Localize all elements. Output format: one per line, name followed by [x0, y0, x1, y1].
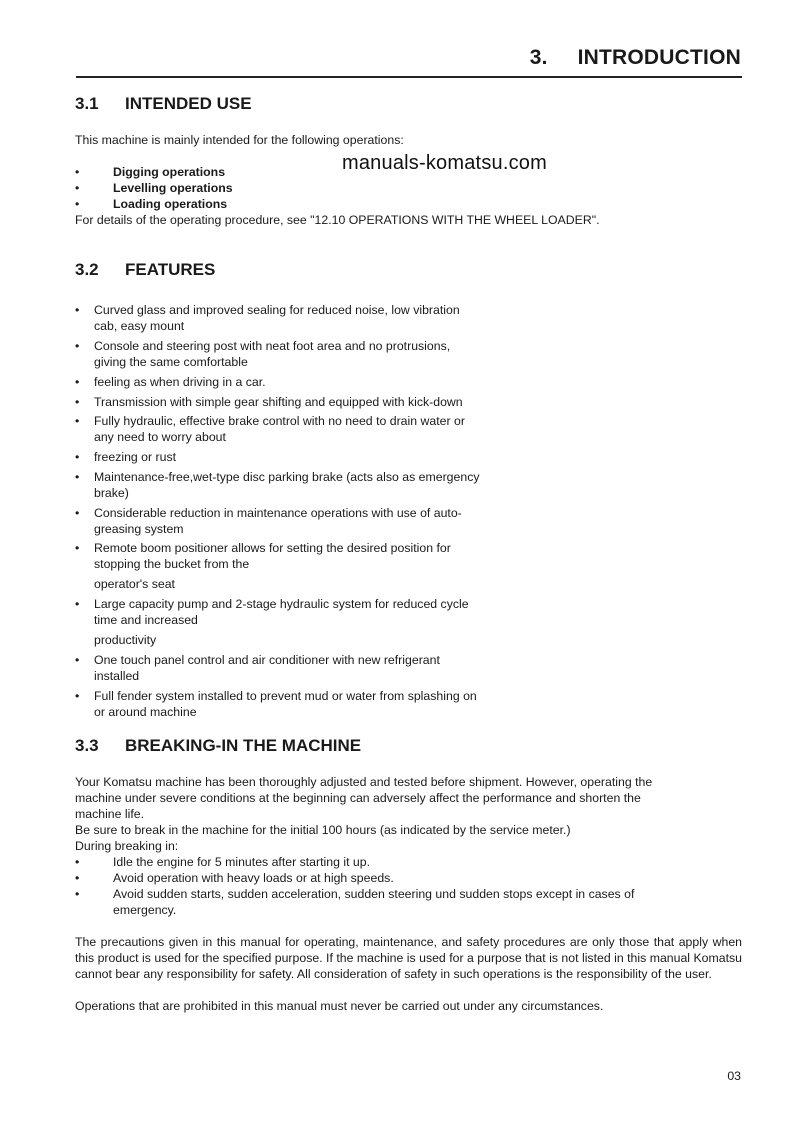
breaking-in-paragraph: [75, 774, 652, 854]
list-item-text: Idle the engine for 5 minutes after starting it up.: [113, 855, 371, 869]
page-number: 03: [727, 1069, 741, 1083]
feature-text: Maintenance-free,wet-type disc parking brake (acts also as emergency: [94, 470, 480, 484]
feature-text: Console and steering post with neat foot area and no protrusions,: [94, 339, 451, 353]
feature-text: Fully hydraulic, effective brake control with no need to drain water or: [94, 414, 465, 428]
bullet-icon: •: [75, 597, 80, 611]
feature-text: Full fender system installed to prevent mud or water from splashing on: [94, 689, 477, 703]
feature-continuation: productivity: [94, 633, 157, 647]
feature-text: any need to worry about: [94, 430, 226, 444]
paragraph-line: Be sure to break in the machine for the initial 100 hours (as indicated by the service meter.): [75, 823, 571, 837]
section-number: 3.3: [75, 736, 99, 755]
bullet-icon: •: [75, 414, 80, 428]
section-number: 3.2: [75, 260, 99, 279]
feature-item: [75, 302, 535, 334]
feature-text: freezing or rust: [94, 450, 177, 464]
feature-text: cab, easy mount: [94, 319, 185, 333]
section-heading-breaking-in: [75, 736, 361, 756]
list-item: [75, 180, 233, 196]
feature-text: Remote boom positioner allows for setting the desired position for: [94, 541, 451, 555]
list-item-text: Avoid sudden starts, sudden acceleration, sudden steering und sudden stops except in cases of: [113, 887, 635, 901]
bullet-icon: •: [75, 450, 80, 464]
feature-text: One touch panel control and air conditioner with new refrigerant: [94, 653, 440, 667]
list-item-text: Digging operations: [113, 165, 226, 179]
feature-text: brake): [94, 486, 129, 500]
feature-text: installed: [94, 669, 140, 683]
section-heading-intended-use: [75, 94, 252, 114]
list-item: [75, 886, 634, 918]
chapter-title-text: INTRODUCTION: [577, 46, 741, 69]
list-item-text: Loading operations: [113, 197, 228, 211]
bullet-icon: •: [75, 689, 80, 703]
bullet-icon: •: [75, 181, 80, 195]
feature-text: giving the same comfortable: [94, 355, 248, 369]
bullet-icon: •: [75, 470, 80, 484]
list-item-text: Levelling operations: [113, 181, 233, 195]
paragraph-line: Your Komatsu machine has been thoroughly adjusted and tested before shipment. However, operating the: [75, 775, 653, 789]
list-item: [75, 870, 394, 886]
feature-text: stopping the bucket from the: [94, 557, 250, 571]
list-item: [75, 854, 370, 870]
section-title: BREAKING-IN THE MACHINE: [125, 736, 362, 755]
bullet-icon: •: [75, 395, 80, 409]
chapter-number: 3.: [529, 46, 548, 69]
feature-item: [75, 688, 535, 720]
list-item: [75, 196, 227, 212]
bullet-icon: •: [75, 871, 80, 885]
feature-item: [75, 652, 535, 684]
watermark: manuals-komatsu.com: [342, 152, 547, 174]
bullet-icon: •: [75, 541, 80, 555]
list-item: [75, 164, 225, 180]
feature-text: greasing system: [94, 522, 184, 536]
feature-continuation: operator's seat: [94, 577, 175, 591]
section-title: FEATURES: [125, 260, 216, 279]
feature-item: [75, 540, 535, 572]
feature-item: [75, 449, 535, 465]
feature-item: [75, 338, 535, 370]
feature-text: Considerable reduction in maintenance operations with use of auto-: [94, 506, 462, 520]
feature-text: feeling as when driving in a car.: [94, 375, 266, 389]
bullet-icon: •: [75, 653, 80, 667]
paragraph-line: During breaking in:: [75, 839, 179, 853]
bullet-icon: •: [75, 375, 80, 389]
feature-item: [75, 505, 535, 537]
bullet-icon: •: [75, 855, 80, 869]
safety-precautions-paragraph: The precautions given in this manual for operating, maintenance, and safety procedures are only those that apply when this product is used for the specified purpose. If the machine is used for a purpose that is not listed in this manual Komatsu cannot bear any responsibility for safety. All consideration of safety in such operations is the responsibility of the user.: [75, 935, 742, 981]
list-item-text: Avoid operation with heavy loads or at high speeds.: [113, 871, 394, 885]
bullet-icon: •: [75, 303, 80, 317]
section-number: 3.1: [75, 94, 99, 113]
intended-use-intro: This machine is mainly intended for the following operations:: [75, 133, 404, 147]
list-item-text: emergency.: [113, 903, 177, 917]
bullet-icon: •: [75, 165, 80, 179]
feature-item: [75, 596, 535, 628]
bullet-icon: •: [75, 339, 80, 353]
chapter-divider: [76, 76, 742, 78]
feature-text: time and increased: [94, 613, 198, 627]
feature-text: or around machine: [94, 705, 197, 719]
feature-text: Transmission with simple gear shifting and equipped with kick-down: [94, 395, 463, 409]
bullet-icon: •: [75, 506, 80, 520]
chapter-title: [530, 46, 741, 70]
bullet-icon: •: [75, 887, 80, 901]
feature-item: [75, 374, 535, 390]
section-heading-features: [75, 260, 215, 280]
paragraph-line: machine life.: [75, 807, 145, 821]
feature-text: Curved glass and improved sealing for reduced noise, low vibration: [94, 303, 460, 317]
prohibited-operations-paragraph: Operations that are prohibited in this manual must never be carried out under any circumstances.: [75, 999, 604, 1013]
paragraph-line: machine under severe conditions at the beginning can adversely affect the performance and shorten the: [75, 791, 641, 805]
feature-item: [75, 413, 535, 445]
operating-procedure-reference: For details of the operating procedure, see "12.10 OPERATIONS WITH THE WHEEL LOADER".: [75, 213, 600, 227]
feature-item: [75, 469, 535, 501]
bullet-icon: •: [75, 197, 80, 211]
feature-text: Large capacity pump and 2-stage hydraulic system for reduced cycle: [94, 597, 469, 611]
section-title: INTENDED USE: [125, 94, 252, 113]
feature-item: [75, 394, 535, 410]
